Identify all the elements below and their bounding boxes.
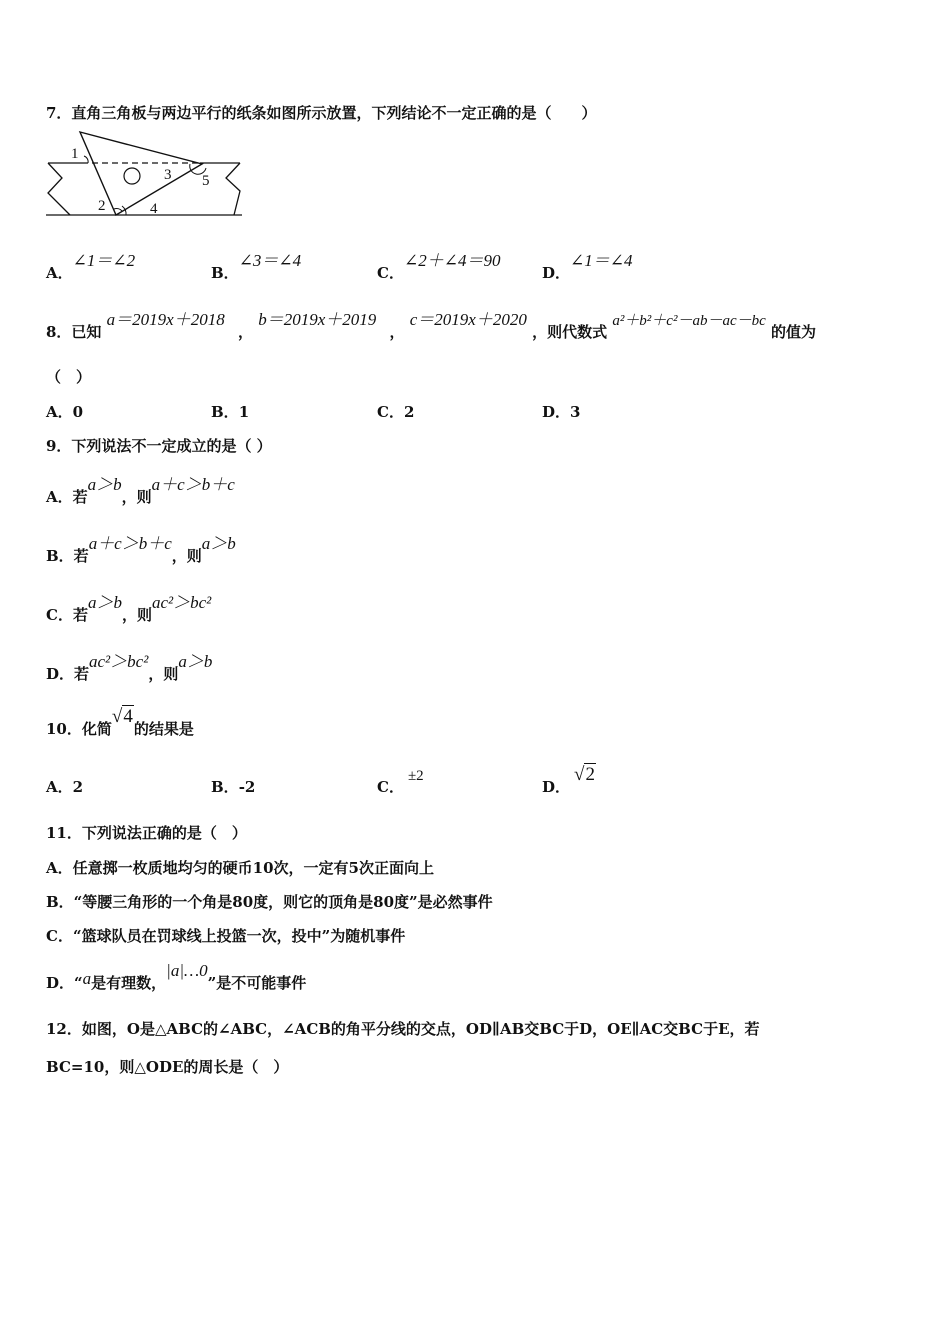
q8-option-d: D．3 [542,403,581,421]
q8-expr-main: a²＋b²＋c²－ab－ac－bc [612,313,766,329]
q11-stem: 11．下列说法正确的是（ ） [46,824,247,842]
q7-figure-label-5: 5 [202,173,210,189]
q9-option-a: A．若a＞b，则a＋c＞b＋c [46,475,235,506]
q7-figure-label-1: 1 [71,146,79,162]
q12-stem-line1: 12．如图，O是△ABC的∠ABC，∠ACB的角平分线的交点，OD∥AB交BC于D，OE∥AC交BC于E，若 [46,1020,760,1038]
q7-option-c-math: ∠2＋∠4＝90 [403,251,501,270]
q8-option-c: C．2 [377,403,415,421]
q11-option-b: B．“等腰三角形的一个角是80度，则它的顶角是80度”是必然事件 [46,893,493,911]
q8-option-a: A．0 [46,403,84,421]
q7-option-c: C．∠2＋∠4＝90 [377,251,501,282]
q7-option-d-math: ∠1＝∠4 [570,251,633,270]
q7-option-a-math: ∠1＝∠2 [72,251,136,270]
q7-option-b: B．∠3＝∠4 [211,251,302,282]
q9-stem: 9．下列说法不一定成立的是（ ） [46,437,272,455]
q7-option-b-math: ∠3＝∠4 [238,251,302,270]
q10-option-d: D．√2 [542,764,595,796]
q9-option-c: C．若a＞b，则ac²＞bc² [46,593,212,624]
q7-figure [40,128,250,220]
q9-option-d: D．若ac²＞bc²，则a＞b [46,652,213,683]
q11-option-d: D．“a是有理数，|a|…0”是不可能事件 [46,961,307,992]
q7-option-d: D．∠1＝∠4 [542,251,633,282]
q11-option-a: A．任意掷一枚质地均匀的硬币10次，一定有5次正面向上 [46,859,434,877]
q8-stem: 8．已知 a＝2019x＋2018 ， b＝2019x＋2019 ， c＝2019x＋2020 ，则代数式 a²＋b²＋c²－ab－ac－bc 的值为 [46,310,817,341]
q11-option-c: C．“篮球队员在罚球线上投篮一次，投中”为随机事件 [46,927,406,945]
q8-expr-a: a＝2019x＋2018 [106,310,225,329]
q10-option-b: B．-2 [211,778,256,796]
q12-stem-line2: BC=10，则△ODE的周长是（ ） [46,1058,289,1076]
q8-expr-c: c＝2019x＋2020 [409,310,527,329]
q7-figure-label-2: 2 [98,198,106,214]
q10-option-c: C．±2 [377,768,424,796]
q10-option-a: A．2 [46,778,84,796]
q10-sqrt: √4 [111,706,133,727]
q7-figure-label-3: 3 [164,167,172,183]
q7-stem: 7．直角三角板与两边平行的纸条如图所示放置，下列结论不一定正确的是（ ） [46,104,597,122]
q7-figure-label-4: 4 [150,201,158,217]
q7-option-a: A．∠1＝∠2 [46,251,136,282]
q8-paren: （ ） [46,368,92,386]
q8-expr-b: b＝2019x＋2019 [258,310,377,329]
q8-option-b: B．1 [211,403,250,421]
q10-stem: 10．化简√4的结果是 [46,706,194,738]
q9-option-b: B．若a＋c＞b＋c，则a＞b [46,534,236,565]
